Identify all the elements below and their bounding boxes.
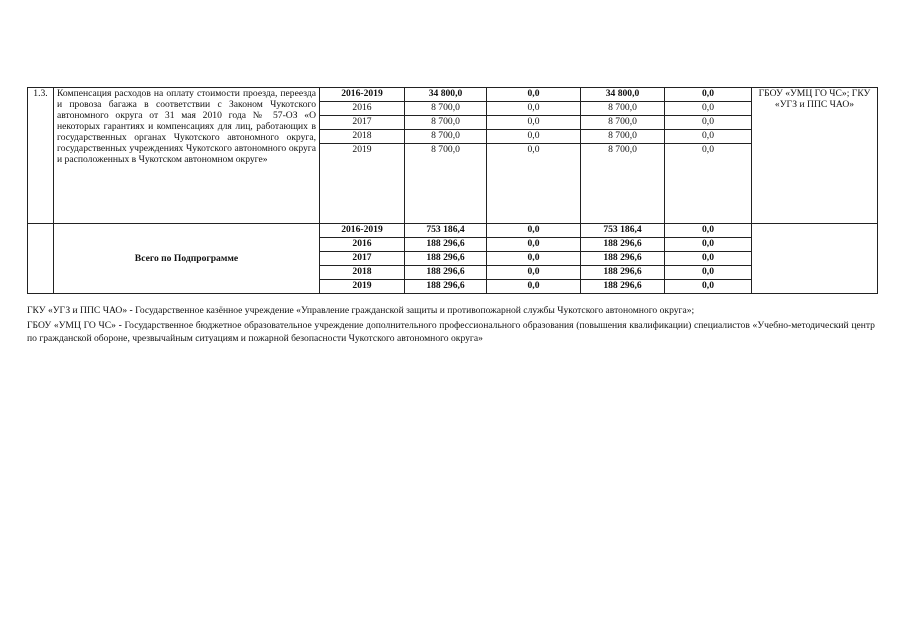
executor-cell: ГБОУ «УМЦ ГО ЧС»; ГКУ «УГЗ и ППС ЧАО» (752, 88, 878, 224)
period-cell: 2017 (320, 252, 405, 266)
period-cell: 2016 (320, 238, 405, 252)
total-row (28, 224, 878, 238)
note-line (27, 319, 875, 345)
other-cell: 0,0 (665, 130, 752, 144)
total-executor-cell (752, 224, 878, 294)
okrug-cell: 753 186,4 (581, 224, 665, 238)
note-line (27, 304, 875, 317)
total-number-cell (28, 224, 54, 294)
note-abbr: ГКУ «УГЗ и ППС ЧАО» (27, 305, 128, 316)
total-cell: 188 296,6 (405, 280, 487, 294)
federal-cell: 0,0 (487, 224, 581, 238)
row-number: 1.3. (28, 88, 54, 224)
period-cell: 2016-2019 (320, 224, 405, 238)
total-label: Всего по Подпрограмме (54, 224, 320, 294)
total-cell: 188 296,6 (405, 238, 487, 252)
note-sep: - (127, 305, 136, 316)
okrug-cell: 8 700,0 (581, 102, 665, 116)
total-cell: 188 296,6 (405, 252, 487, 266)
period-cell: 2017 (320, 116, 405, 130)
federal-cell: 0,0 (487, 266, 581, 280)
other-cell: 0,0 (665, 238, 752, 252)
note-text: Государственное бюджетное образовательное учреждение дополнительного профессионального образования (повышения квалификации) специалистов «Учебно-методический центр по гражданской обороне, чрезвычайным ситуациям и пожарной безопасности Чукотского автономного округа» (27, 320, 875, 344)
total-cell: 34 800,0 (405, 88, 487, 102)
period-cell: 2016-2019 (320, 88, 405, 102)
other-cell: 0,0 (665, 224, 752, 238)
period-cell: 2018 (320, 130, 405, 144)
okrug-cell: 8 700,0 (581, 144, 665, 224)
table-row (28, 88, 878, 102)
other-cell: 0,0 (665, 144, 752, 224)
federal-cell: 0,0 (487, 252, 581, 266)
okrug-cell: 8 700,0 (581, 116, 665, 130)
other-cell: 0,0 (665, 280, 752, 294)
federal-cell: 0,0 (487, 280, 581, 294)
total-cell: 8 700,0 (405, 130, 487, 144)
okrug-cell: 188 296,6 (581, 238, 665, 252)
okrug-cell: 188 296,6 (581, 280, 665, 294)
federal-cell: 0,0 (487, 144, 581, 224)
federal-cell: 0,0 (487, 130, 581, 144)
okrug-cell: 34 800,0 (581, 88, 665, 102)
federal-cell: 0,0 (487, 238, 581, 252)
total-cell: 8 700,0 (405, 116, 487, 130)
okrug-cell: 8 700,0 (581, 130, 665, 144)
total-cell: 753 186,4 (405, 224, 487, 238)
note-text: Государственное казённое учреждение «Управление гражданской защиты и противопожарной службы Чукотского автономного округа»; (135, 305, 695, 316)
period-cell: 2016 (320, 102, 405, 116)
total-cell: 188 296,6 (405, 266, 487, 280)
financing-table (27, 87, 878, 294)
okrug-cell: 188 296,6 (581, 266, 665, 280)
other-cell: 0,0 (665, 102, 752, 116)
note-abbr: ГБОУ «УМЦ ГО ЧС» (27, 320, 116, 331)
note-sep: - (115, 320, 125, 331)
other-cell: 0,0 (665, 252, 752, 266)
other-cell: 0,0 (665, 266, 752, 280)
federal-cell: 0,0 (487, 88, 581, 102)
abbreviation-notes (27, 304, 875, 347)
okrug-cell: 188 296,6 (581, 252, 665, 266)
period-cell: 2018 (320, 266, 405, 280)
other-cell: 0,0 (665, 88, 752, 102)
period-cell: 2019 (320, 144, 405, 224)
period-cell: 2019 (320, 280, 405, 294)
total-cell: 8 700,0 (405, 102, 487, 116)
total-cell: 8 700,0 (405, 144, 487, 224)
row-description: Компенсация расходов на оплату стоимости проезда, переезда и провоза багажа в соответствии с Законом Чукотского автономного округа от 31 мая 2010 года № 57-ОЗ «О некоторых гарантиях и компенсациях для лиц, работающих в государственных органах Чукотского автономного округа, государственных учреждениях Чукотского автономного округа и расположенных в Чукотском автономном округе» (54, 88, 320, 224)
other-cell: 0,0 (665, 116, 752, 130)
federal-cell: 0,0 (487, 102, 581, 116)
federal-cell: 0,0 (487, 116, 581, 130)
